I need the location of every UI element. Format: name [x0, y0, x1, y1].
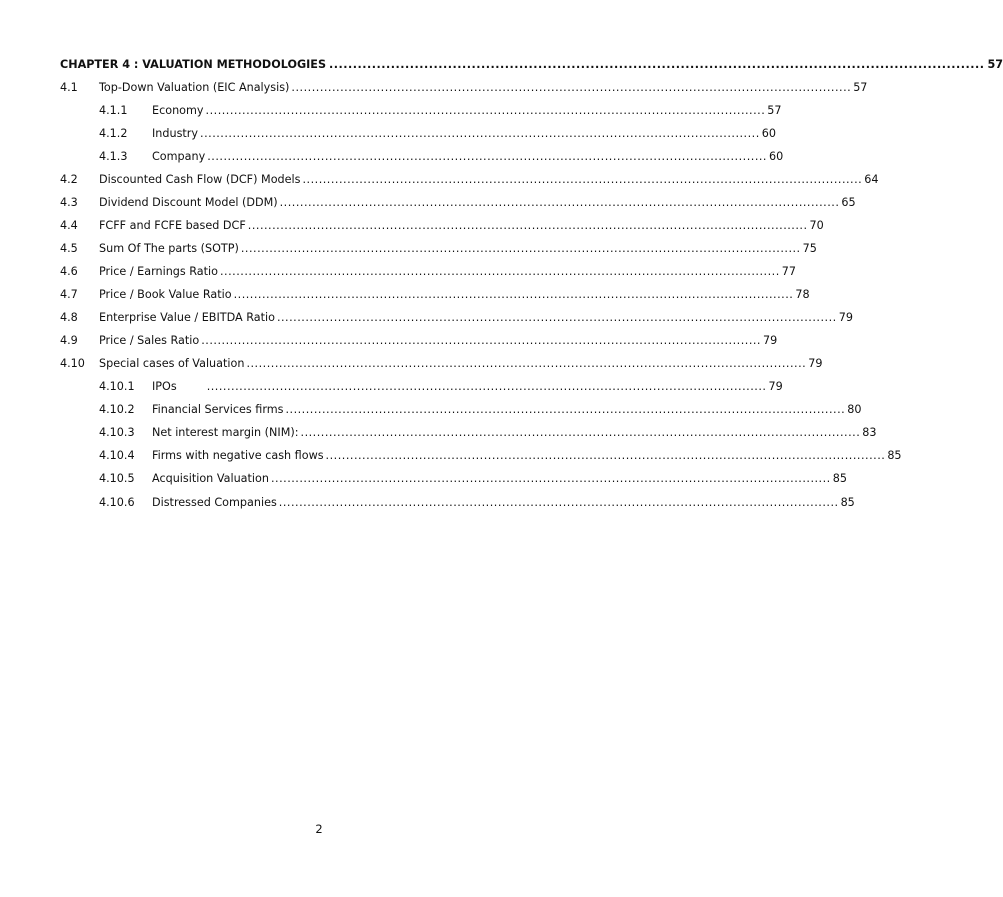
- dot-leader: ..........................................................................................................................................: [270, 472, 831, 485]
- toc-entry-page: 65: [841, 196, 856, 209]
- toc-entry-page: 80: [847, 403, 862, 416]
- toc-entry-page: 57: [853, 81, 868, 94]
- dot-leader: ..........................................................................................................................................: [329, 58, 985, 71]
- toc-entry-number: 4.10.1: [99, 380, 135, 393]
- toc-entry-page: 64: [864, 173, 879, 186]
- toc-entry-title: Net interest margin (NIM):: [152, 426, 299, 439]
- toc-entry-number: 4.10.5: [99, 472, 135, 485]
- toc-entry[interactable]: [60, 470, 847, 486]
- dot-leader: ..........................................................................................................................................: [278, 496, 839, 509]
- toc-entry-page: 70: [809, 219, 824, 232]
- toc-entry-number: 4.1.3: [99, 150, 128, 163]
- toc-entry-page: 85: [887, 449, 902, 462]
- toc-entry-title: Dividend Discount Model (DDM): [99, 196, 278, 209]
- toc-entry-title: Firms with negative cash flows: [152, 449, 324, 462]
- toc-entry-title: Special cases of Valuation: [99, 357, 245, 370]
- toc-entry-page: 79: [763, 334, 778, 347]
- dot-leader: ..........................................................................................................................................: [300, 426, 861, 439]
- toc-entry[interactable]: [60, 378, 783, 394]
- toc-entry-number: 4.3: [60, 196, 78, 209]
- toc-entry-title: IPOs: [152, 380, 177, 393]
- dot-leader: ..........................................................................................................................................: [276, 311, 837, 324]
- toc-entry[interactable]: [60, 447, 902, 463]
- toc-entry[interactable]: [60, 332, 778, 348]
- dot-leader: ..........................................................................................................................................: [247, 219, 808, 232]
- toc-entry-title: FCFF and FCFE based DCF: [99, 219, 246, 232]
- toc-entry-title: CHAPTER 4 : VALUATION METHODOLOGIES: [60, 58, 327, 71]
- toc-entry-title: Price / Earnings Ratio: [99, 265, 218, 278]
- toc-entry-page: 75: [802, 242, 817, 255]
- toc-entry[interactable]: [60, 79, 868, 95]
- dot-leader: ..........................................................................................................................................: [200, 127, 760, 140]
- toc-entry-number: 4.10.6: [99, 496, 135, 509]
- toc-entry-page: 60: [761, 127, 777, 140]
- toc-entry[interactable]: [60, 286, 810, 302]
- dot-leader: ..........................................................................................................................................: [279, 196, 840, 209]
- toc-entry-page: 78: [795, 288, 810, 301]
- toc-entry-title: Discounted Cash Flow (DCF) Models: [99, 173, 301, 186]
- toc-entry[interactable]: [60, 424, 877, 440]
- toc-entry-number: 4.5: [60, 242, 78, 255]
- toc-entry-page: 79: [768, 380, 783, 393]
- dot-leader: ..........................................................................................................................................: [220, 265, 780, 278]
- toc-entry-title: Price / Sales Ratio: [99, 334, 200, 347]
- toc-entry-number: 4.9: [60, 334, 78, 347]
- toc-entry-page: 83: [862, 426, 877, 439]
- toc-entry[interactable]: [60, 148, 784, 164]
- toc-entry-title: Price / Book Value Ratio: [99, 288, 232, 301]
- toc-entry-page: 57: [987, 58, 1003, 71]
- toc-entry[interactable]: [60, 194, 856, 210]
- toc-entry-title: Distressed Companies: [152, 496, 277, 509]
- toc-entry-number: 4.8: [60, 311, 78, 324]
- toc-entry-number: 4.10.4: [99, 449, 135, 462]
- toc-entry[interactable]: [60, 240, 817, 256]
- toc-entry-number: 4.4: [60, 219, 78, 232]
- dot-leader: ..........................................................................................................................................: [325, 449, 886, 462]
- toc-entry-title: Financial Services firms: [152, 403, 284, 416]
- dot-leader: ..........................................................................................................................................: [302, 173, 863, 186]
- toc-entry-number: 4.1.2: [99, 127, 128, 140]
- toc-entry-title: Top-Down Valuation (EIC Analysis): [99, 81, 290, 94]
- toc-entry-title: Company: [152, 150, 206, 163]
- toc-entry-title: Sum Of The parts (SOTP): [99, 242, 239, 255]
- dot-leader: ..........................................................................................................................................: [205, 104, 766, 117]
- dot-leader: ..........................................................................................................................................: [233, 288, 794, 301]
- toc-entry-title: Economy: [152, 104, 204, 117]
- toc-entry[interactable]: [60, 171, 879, 187]
- toc-entry-page: 79: [838, 311, 853, 324]
- dot-leader: ..........................................................................................................................................: [291, 81, 852, 94]
- toc-entry-title: Acquisition Valuation: [152, 472, 269, 485]
- toc-entry-page: 79: [808, 357, 823, 370]
- toc-entry-number: 4.7: [60, 288, 78, 301]
- toc-entry-number: 4.10: [60, 357, 85, 370]
- toc-chapter-heading[interactable]: [60, 56, 1003, 72]
- dot-leader: ..........................................................................................................................................: [206, 380, 767, 393]
- toc-entry[interactable]: [60, 263, 797, 279]
- toc-entry-title: Industry: [152, 127, 199, 140]
- toc-entry[interactable]: [60, 355, 823, 371]
- toc-entry-page: 77: [781, 265, 797, 278]
- toc-entry[interactable]: [60, 217, 824, 233]
- page-number: 2: [315, 822, 323, 836]
- toc-entry-page: 57: [767, 104, 782, 117]
- toc-entry-page: 85: [840, 496, 855, 509]
- toc-entry-number: 4.10.2: [99, 403, 135, 416]
- toc-entry-number: 4.10.3: [99, 426, 135, 439]
- toc-entry[interactable]: [60, 401, 862, 417]
- dot-leader: ..........................................................................................................................................: [285, 403, 846, 416]
- toc-entry[interactable]: [60, 309, 853, 325]
- toc-entry-title: Enterprise Value / EBITDA Ratio: [99, 311, 275, 324]
- toc-entry-number: 4.6: [60, 265, 78, 278]
- toc-entry-number: 4.1.1: [99, 104, 128, 117]
- toc-entry-page: 60: [769, 150, 784, 163]
- toc-entry-page: 85: [832, 472, 847, 485]
- toc-entry-number: 4.1: [60, 81, 78, 94]
- toc-entry[interactable]: [60, 494, 855, 510]
- dot-leader: ..........................................................................................................................................: [240, 242, 801, 255]
- toc-entry[interactable]: [60, 125, 777, 141]
- dot-leader: ..........................................................................................................................................: [201, 334, 761, 347]
- toc-entry-number: 4.2: [60, 173, 78, 186]
- dot-leader: ..........................................................................................................................................: [207, 150, 767, 163]
- dot-leader: ..........................................................................................................................................: [246, 357, 807, 370]
- toc-entry[interactable]: [60, 102, 782, 118]
